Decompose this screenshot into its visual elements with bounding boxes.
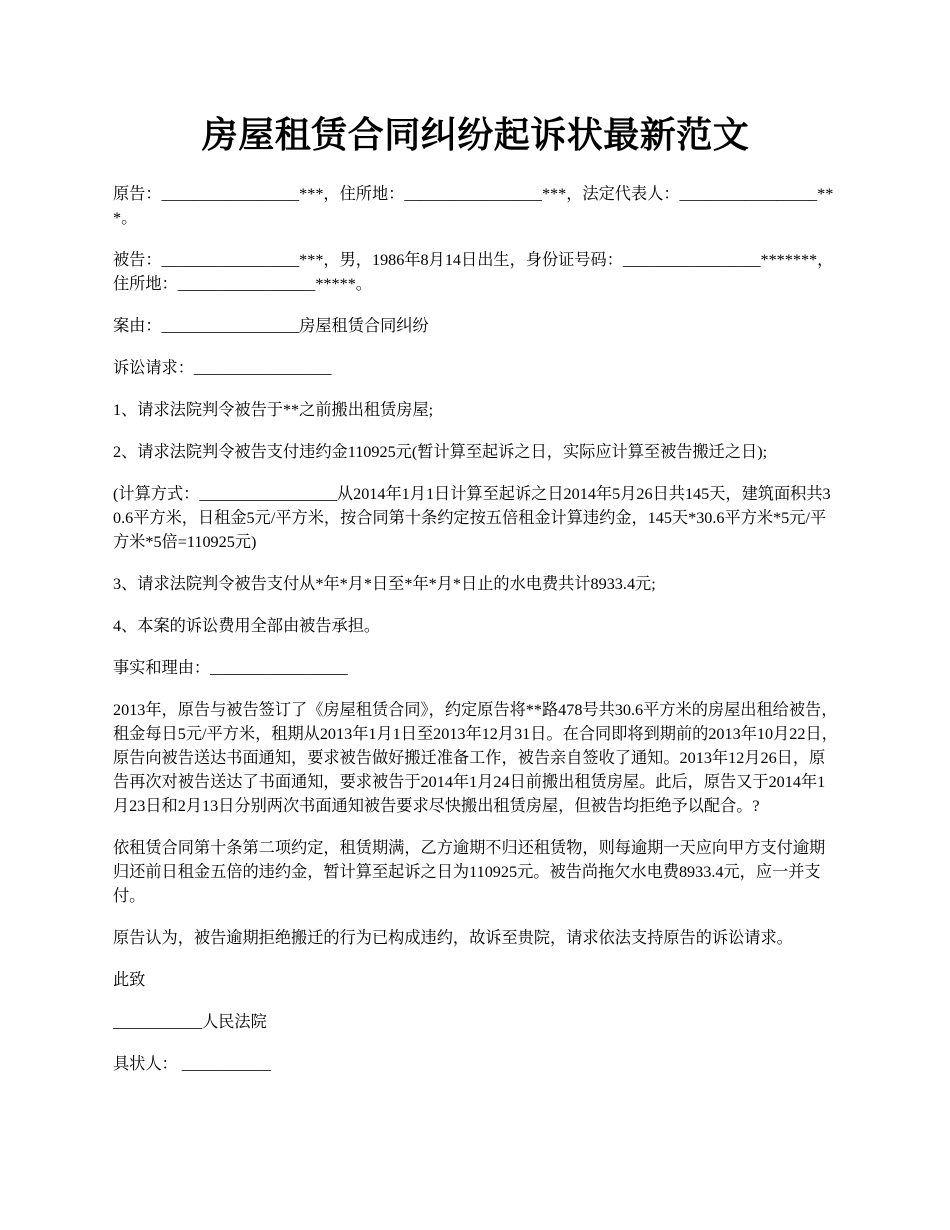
salutation: 此致	[113, 971, 146, 989]
facts-paragraph: 2013年，原告与被告签订了《房屋租赁合同》，约定原告将**路478号共30.6平方米的房屋出租给被告，租金每日5元/平方米，租期从2013年1月1日至2013年12月31日。在合同即将到期前的2013年10月22日，原告向被告送达书面通知，要求被告做好搬迁准备工作，被告亲自签收了通知。2013年12月26日，原告再次对被告送达了书面通知，要求被告于2014年1月24日前搬出租赁房屋。此后，原告又于2014年1月23日和2月13日分别两次书面通知被告要求尽快搬出租赁房屋，但被告均拒绝予以配合。?	[113, 701, 838, 815]
claim-item-3: 3、请求法院判令被告支付从*年*月*日至*年*月*日止的水电费共计8933.4元;	[113, 575, 656, 593]
defendant-paragraph: 被告：_________________***，男，1986年8月14日出生，身份证号码：_________________*******，住所地：_________________*****。	[113, 251, 834, 293]
court-name-line: ___________人民法院	[113, 1013, 267, 1031]
document-title: 房屋租赁合同纠纷起诉状最新范文	[201, 115, 750, 155]
contract-clause-paragraph: 依租赁合同第十条第二项约定，租赁期满，乙方逾期不归还租赁物，则每逾期一天应向甲方支付逾期归还前日租金五倍的违约金，暂计算至起诉之日为110925元。被告尚拖欠水电费8933.4元，应一并支付。	[113, 839, 826, 905]
claim-item-1: 1、请求法院判令被告于**之前搬出租赁房屋;	[113, 401, 434, 419]
claims-heading: 诉讼请求：_________________	[113, 359, 332, 377]
calculation-paragraph: (计算方式：_________________从2014年1月1日计算至起诉之日2014年5月26日共145天，建筑面积共30.6平方米，日租金5元/平方米，按合同第十条约定按五倍租金计算违约金，145天*30.6平方米*5元/平方米*5倍=110925元)	[113, 485, 831, 551]
claim-item-4: 4、本案的诉讼费用全部由被告承担。	[113, 617, 381, 635]
conclusion-paragraph: 原告认为，被告逾期拒绝搬迁的行为已构成违约，故诉至贵院，请求依法支持原告的诉讼请求。	[113, 929, 793, 947]
plaintiff-paragraph: 原告：_________________***，住所地：_________________***，法定代表人：_________________***。	[113, 185, 834, 227]
case-cause-paragraph: 案由：_________________房屋租赁合同纠纷	[113, 317, 429, 335]
facts-heading: 事实和理由：_________________	[113, 659, 348, 677]
claim-item-2: 2、请求法院判令被告支付违约金110925元(暂计算至起诉之日，实际应计算至被告搬迁之日);	[113, 443, 768, 461]
signatory-line: 具状人： ___________	[113, 1055, 271, 1073]
